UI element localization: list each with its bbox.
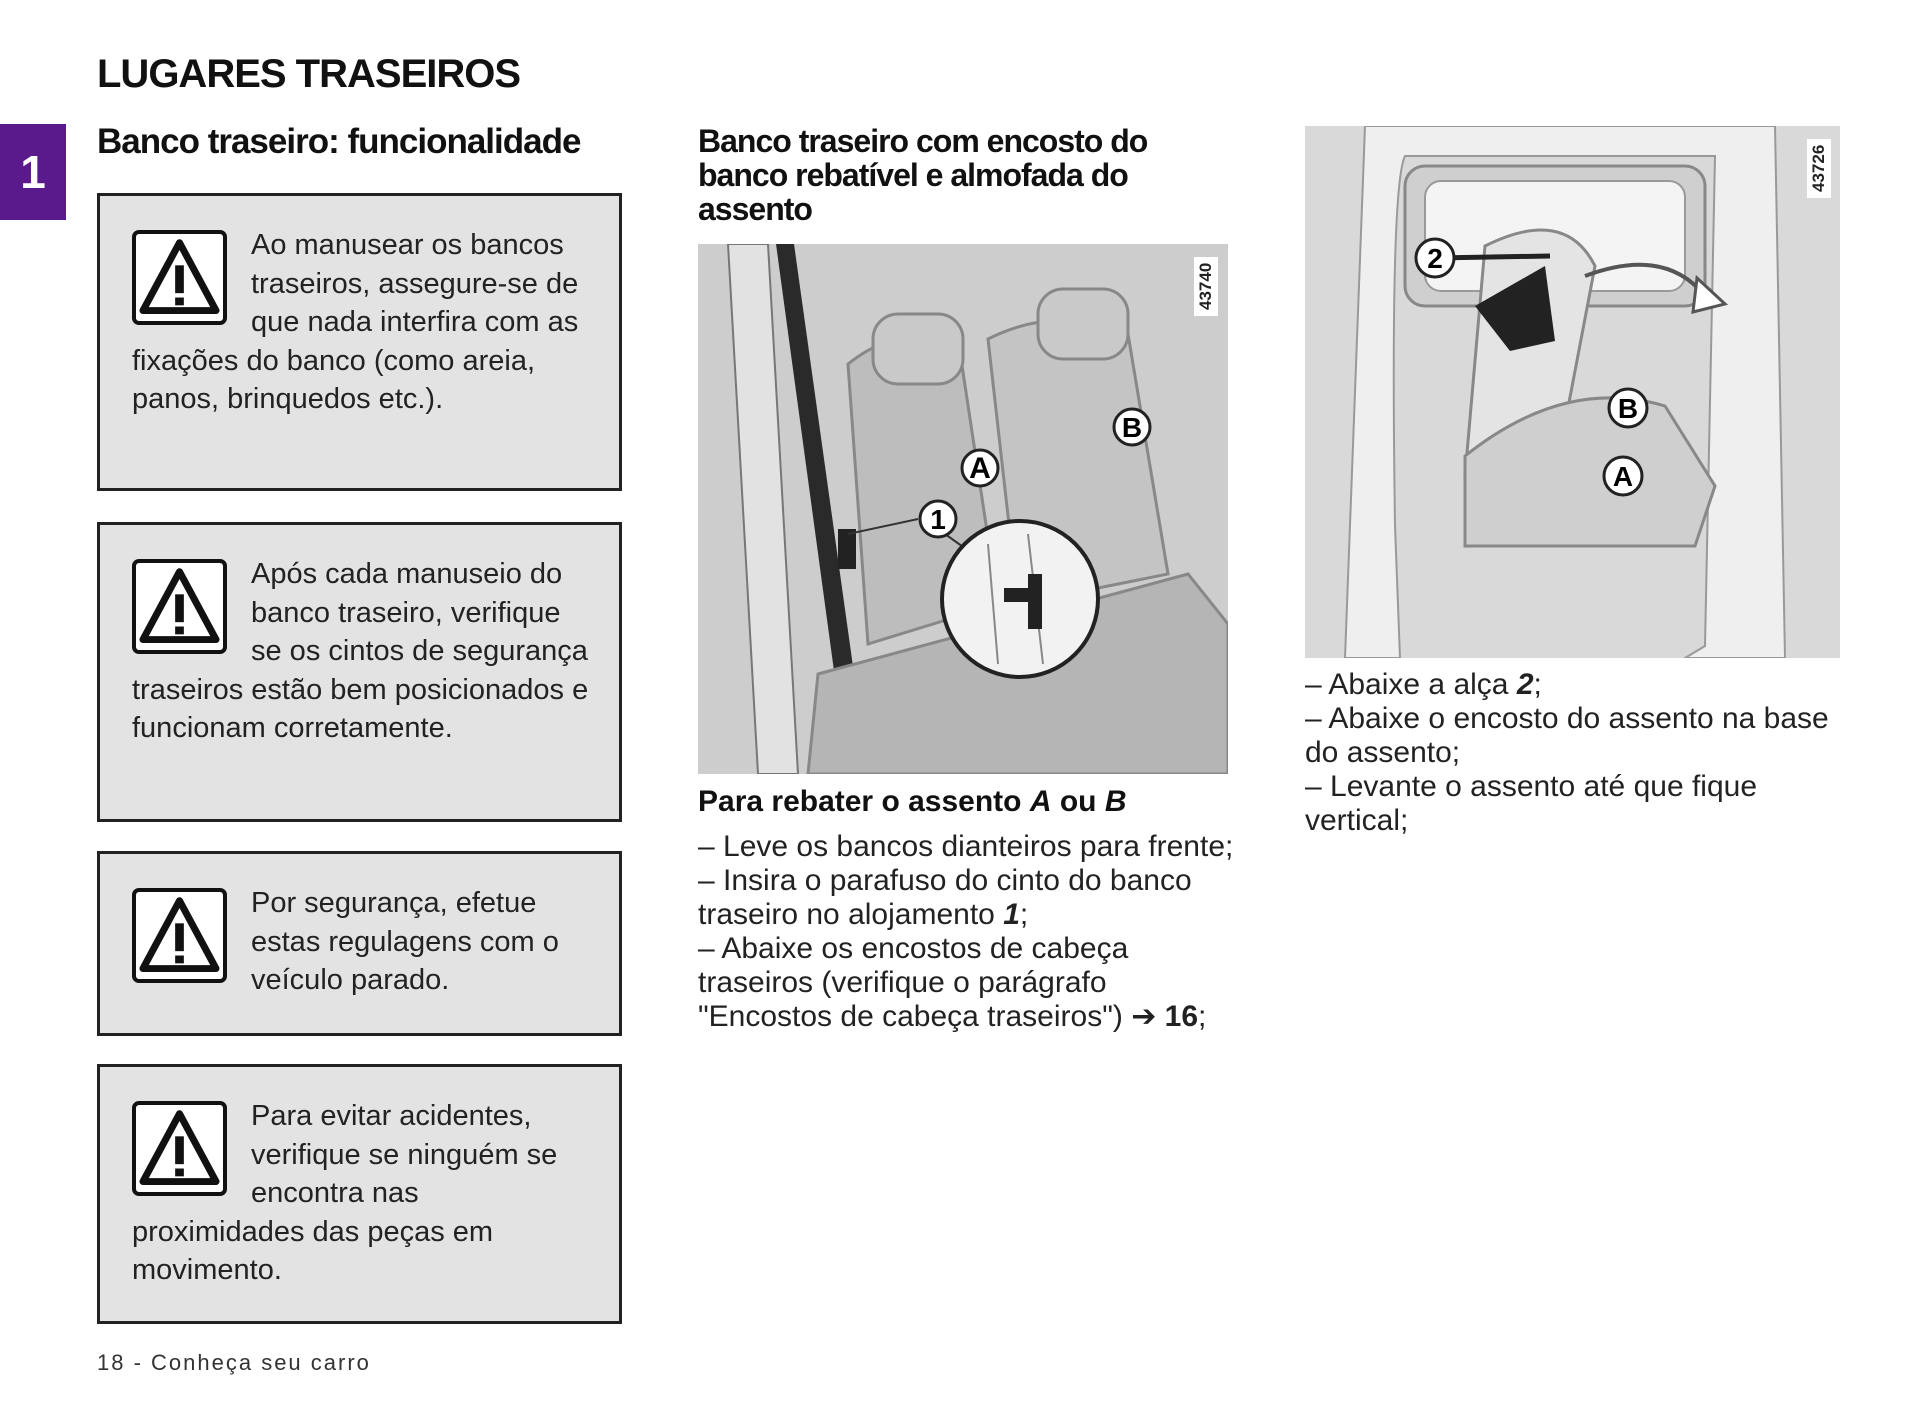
step-3-text: – Abaixe os encostos de cabeça traseiros (verifique o parágrafo "Encostos de cabeça traseiros") [698, 932, 1129, 1033]
figure-label-b: B [1617, 393, 1639, 424]
step-3: – Levante o assento até que fique vertical; [1305, 770, 1758, 837]
step-2: – Abaixe o encosto do assento na base do assento; [1305, 702, 1829, 769]
chapter-number: 1 [20, 146, 46, 198]
step-3 [698, 932, 1238, 1034]
step-1-end: ; [1533, 668, 1542, 701]
warning-text: Para evitar acidentes, verifique se ninguém se encontra nas proximidades das peças em movimento. [132, 1100, 558, 1286]
step-2-end: ; [1019, 898, 1029, 931]
step-1: – Leve os bancos dianteiros para frente; [698, 830, 1234, 863]
warning-triangle-icon [132, 559, 227, 654]
figure-label-2: 2 [1427, 243, 1443, 274]
chapter-tab [0, 124, 66, 220]
warning-box [97, 851, 622, 1036]
figure-code: 43740 [1194, 257, 1218, 316]
sub-heading-text: Para rebater o assento [698, 785, 1022, 818]
warning-text: Ao manusear os bancos traseiros, assegure-se de que nada interfira com as fixações do banco (como areia, panos, brinquedos etc.). [132, 229, 579, 415]
sub-heading-conj: ou [1059, 785, 1097, 818]
step-2 [698, 864, 1238, 932]
section-heading: Banco traseiro: funcionalidade [97, 122, 581, 161]
warning-triangle-icon [132, 1101, 227, 1196]
right-steps [1305, 668, 1835, 838]
step-2-text: – Insira o parafuso do cinto do banco traseiro no alojamento [698, 864, 1192, 931]
seat-figure-43726 [1305, 126, 1840, 658]
handle-ref: 2 [1516, 668, 1534, 701]
step-3-end: ; [1198, 1000, 1207, 1033]
middle-steps [698, 830, 1238, 1034]
warning-triangle-icon [132, 230, 227, 325]
step-1-text: – Abaixe a alça [1305, 668, 1509, 701]
warning-text: Por segurança, efetue estas regulagens com o veículo parado. [251, 887, 559, 996]
page-reference-link[interactable]: 16 [1164, 1000, 1199, 1033]
figure-code: 43726 [1807, 139, 1831, 198]
page-title: LUGARES TRASEIROS [97, 52, 521, 96]
column-heading: Banco traseiro com encosto do banco rebatível e almofada do assento [698, 123, 1148, 227]
figure-label-b: B [1121, 412, 1143, 443]
seat-figure-43740 [698, 244, 1228, 774]
figure-label-1: 1 [930, 504, 946, 535]
step-1 [1305, 668, 1835, 702]
seat-a-ref: A [1029, 785, 1052, 818]
arrow-right-icon: ➔ [1131, 1000, 1157, 1033]
warning-text: Após cada manuseio do banco traseiro, verifique se os cintos de segurança traseiros estão bem posicionados e funcionam corretamente. [132, 558, 589, 744]
warning-box [97, 1064, 622, 1324]
warning-triangle-icon [132, 888, 227, 983]
figure-label-a: A [1612, 461, 1634, 492]
figure-label-a: A [969, 452, 991, 485]
seat-b-ref: B [1104, 785, 1127, 818]
warning-box [97, 193, 622, 491]
sub-heading [698, 785, 1127, 819]
anchor-ref: 1 [1003, 898, 1020, 931]
warning-box [97, 522, 622, 822]
page-footer: 18 - Conheça seu carro [97, 1350, 371, 1375]
